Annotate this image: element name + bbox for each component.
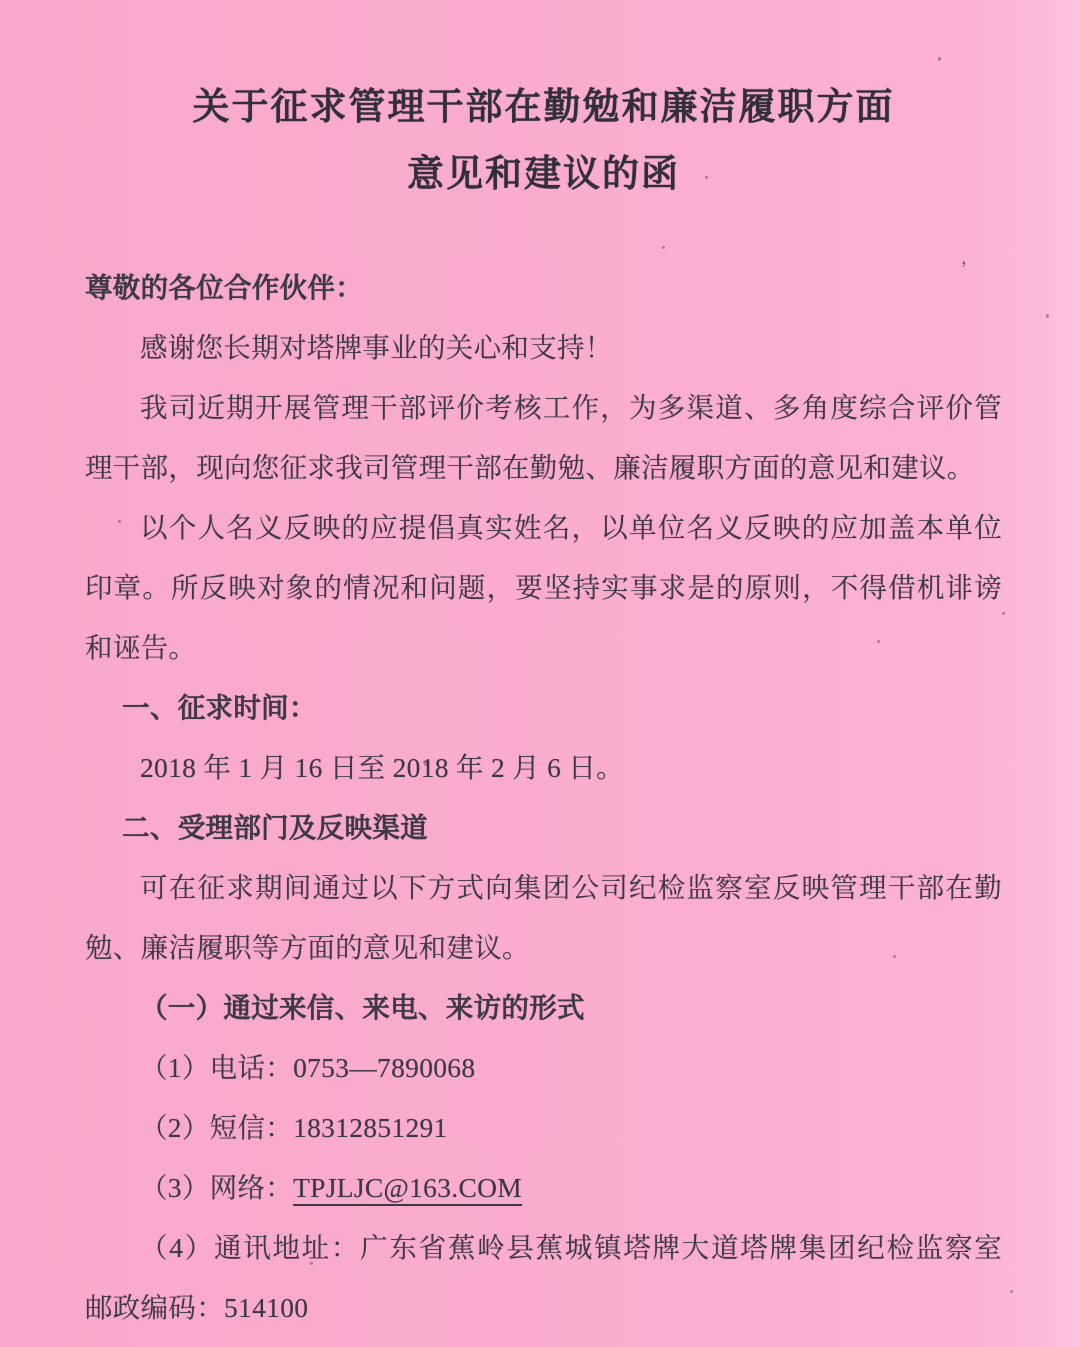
solicitation-period: 2018 年 1 月 16 日至 2018 年 2 月 6 日。 [140,752,624,783]
para-intro-line-1: 我司近期开展管理干部评价考核工作，为多渠道、多角度综合评价管 [140,392,1002,423]
contact-email: TPJLJC@163.COM [293,1172,522,1206]
contact-phone [85,1038,1002,1098]
para-principle-line-1: 以个人名义反映的应提倡真实姓名，以单位名义反映的应加盖本单位 [140,512,1002,543]
contact-sms [85,1098,1002,1158]
contact-address [85,1218,1002,1278]
para-intro-line-2: 理干部，现向您征求我司管理干部在勤勉、廉洁履职方面的意见和建议。 [85,452,975,483]
contact-network [85,1158,1002,1218]
letter-title [85,74,1002,208]
salutation: 尊敬的各位合作伙伴： [85,272,363,303]
postal-code-value: 514100 [224,1292,309,1323]
letter-title-line-1: 关于征求管理干部在勤勉和廉洁履职方面 [192,87,895,128]
letter-title-line-2: 意见和建议的函 [407,154,680,195]
para-channels-line-1: 可在征求期间通过以下方式向集团公司纪检监察室反映管理干部在勤 [140,872,1002,903]
contact-sms-label: （2）短信： [140,1112,294,1143]
postal-code-label: 邮政编码： [85,1292,224,1323]
heading-solicitation-time: 一、征求时间： [122,692,317,723]
contact-address-value: 广东省蕉岭县蕉城镇塔牌大道塔牌集团纪检监察室 [360,1232,1002,1263]
contact-phone-label: （1）电话： [140,1052,294,1083]
postal-code [85,1278,1002,1338]
scan-speck: ’ [960,256,968,281]
para-thanks: 感谢您长期对塔牌事业的关心和支持！ [140,332,613,363]
para-principle-line-2: 印章。所反映对象的情况和问题，要坚持实事求是的原则，不得借机诽谤 [85,572,1002,603]
heading-accepting-department: 二、受理部门及反映渠道 [122,812,428,843]
para-channels-line-2: 勉、廉洁履职等方面的意见和建议。 [85,932,530,963]
para-principle-line-3: 和诬告。 [85,632,197,663]
contact-address-label: （4）通讯地址： [140,1232,361,1263]
contact-network-label: （3）网络： [140,1172,294,1203]
contact-sms-number: 18312851291 [293,1112,448,1143]
contact-phone-number: 0753—7890068 [293,1052,476,1083]
subheading-contact-forms: （一）通过来信、来电、来访的形式 [140,992,585,1023]
